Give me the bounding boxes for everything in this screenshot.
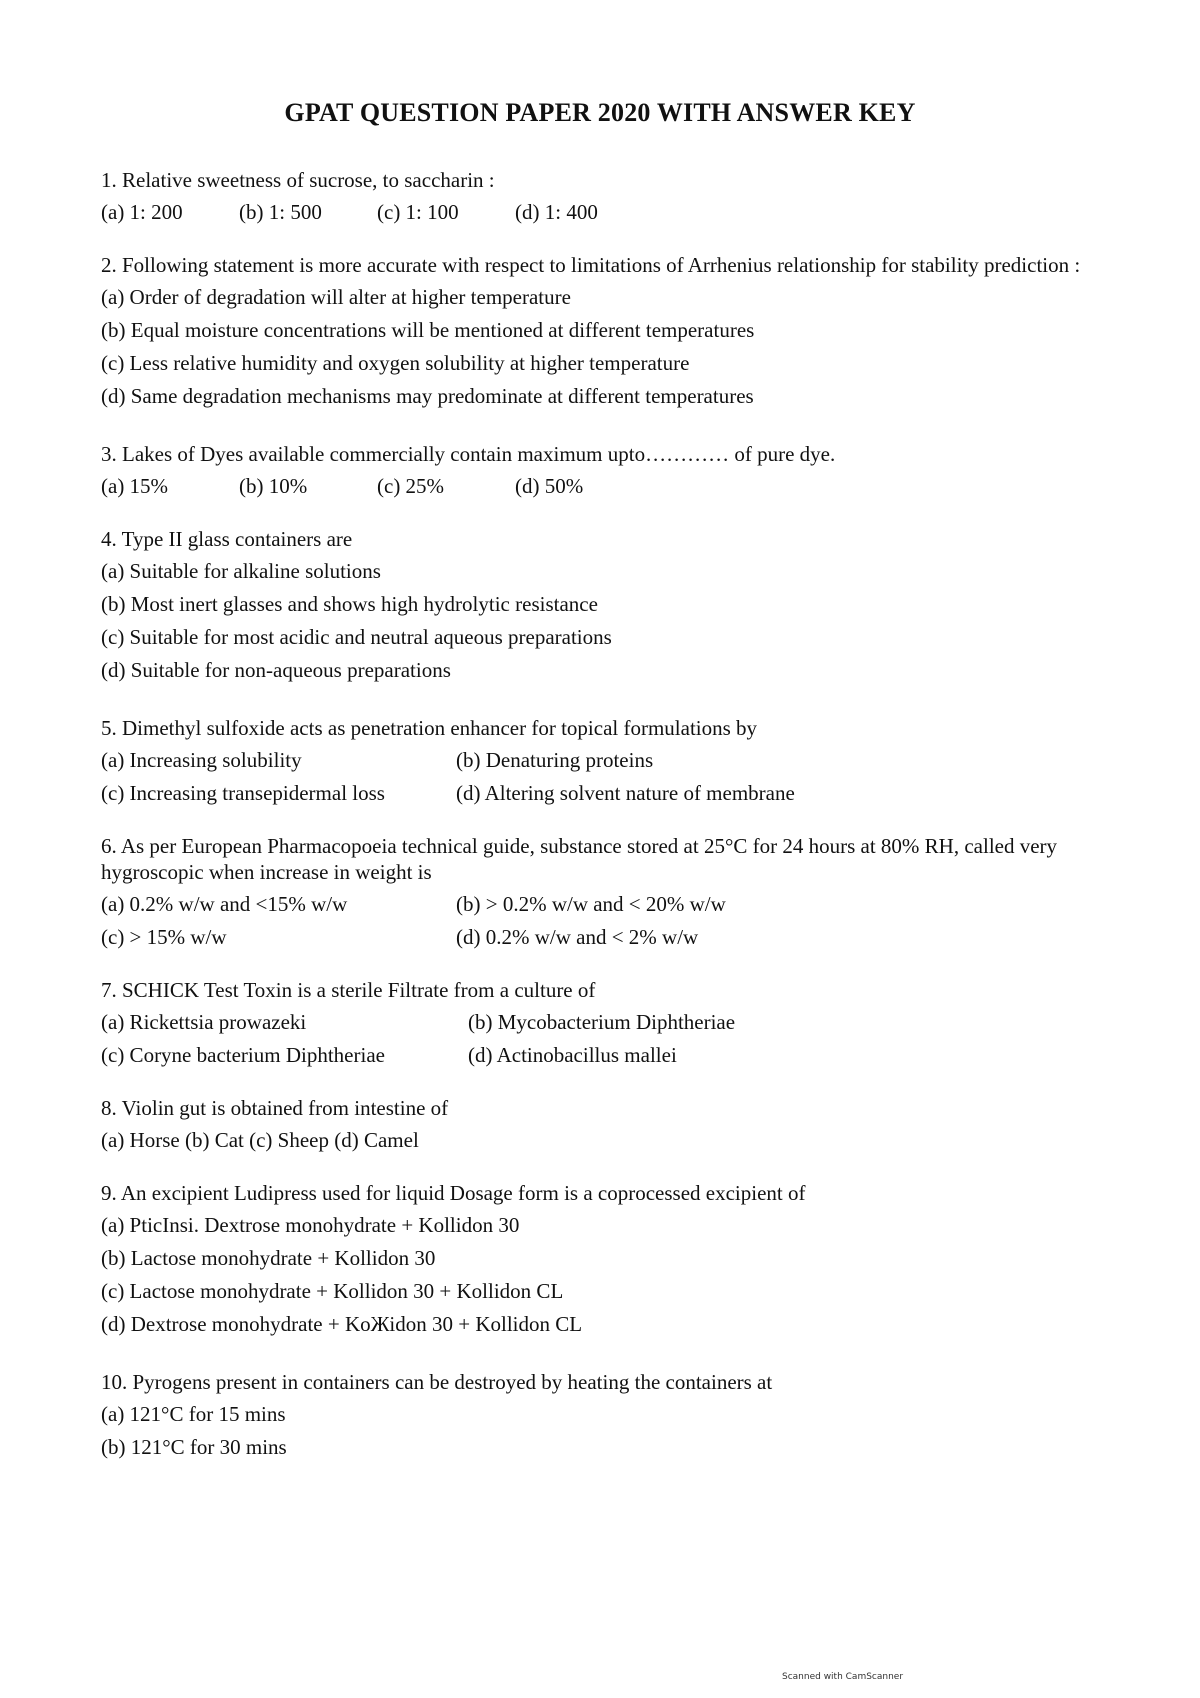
question-stem: 10. Pyrogens present in containers can be destroyed by heating the containers at (101, 1370, 773, 1394)
question-stem: 6. As per European Pharmacopoeia technical guide, substance stored at 25°C for 24 hours at 80% RH, called very hygroscopic when increase in weight is (101, 834, 1058, 884)
question-5 (101, 715, 1101, 807)
option-a: (a) Rickettsia prowazeki (101, 1010, 307, 1034)
option-c: (c) Increasing transepidermal loss (101, 781, 385, 805)
options-row (101, 198, 1101, 226)
option-c: (c) Suitable for most acidic and neutral aqueous preparations (101, 625, 612, 649)
option-a: (a) 1: 200 (101, 200, 183, 224)
options-grid (101, 746, 1101, 807)
option-d: (d) Same degradation mechanisms may predominate at different temperatures (101, 384, 754, 408)
question-9 (101, 1180, 1101, 1343)
option-b: (b) 10% (239, 474, 308, 498)
question-stem: 4. Type II glass containers are (101, 527, 353, 551)
option-b: (b) 1: 500 (239, 200, 322, 224)
question-stem: 7. SCHICK Test Toxin is a sterile Filtrate from a culture of (101, 978, 596, 1002)
question-list (101, 167, 1101, 1492)
question-3 (101, 441, 1101, 500)
question-stem: 8. Violin gut is obtained from intestine of (101, 1096, 449, 1120)
option-d: (d) Suitable for non-aqueous preparations (101, 658, 451, 682)
question-10 (101, 1369, 1101, 1466)
question-4 (101, 526, 1101, 689)
scanner-watermark: Scanned with CamScanner (782, 1672, 904, 1682)
option-d: (d) 0.2% w/w and < 2% w/w (456, 925, 699, 949)
option-c: (c) Less relative humidity and oxygen solubility at higher temperature (101, 351, 690, 375)
options-grid (101, 1008, 1101, 1069)
option-b: (b) Lactose monohydrate + Kollidon 30 (101, 1246, 436, 1270)
question-stem: 5. Dimethyl sulfoxide acts as penetration enhancer for topical formulations by (101, 716, 758, 740)
options-column (101, 1400, 1101, 1466)
options-column (101, 557, 1101, 689)
options-grid (101, 890, 1101, 951)
question-stem: 2. Following statement is more accurate with respect to limitations of Arrhenius relationship for stability prediction : (101, 253, 1081, 277)
option-d: (d) 50% (515, 474, 584, 498)
page-title: GPAT QUESTION PAPER 2020 WITH ANSWER KEY (284, 98, 916, 127)
option-a: (a) Order of degradation will alter at higher temperature (101, 285, 571, 309)
option-d: (d) Actinobacillus mallei (468, 1043, 677, 1067)
options-column (101, 283, 1101, 415)
option-b: (b) 121°C for 30 mins (101, 1435, 287, 1459)
option-a: (a) Increasing solubility (101, 748, 302, 772)
option-c: (c) Lactose monohydrate + Kollidon 30 + Kollidon CL (101, 1279, 564, 1303)
option-c: (c) Coryne bacterium Diphtheriae (101, 1043, 385, 1067)
options-line: (a) Horse (b) Cat (c) Sheep (d) Camel (101, 1128, 419, 1152)
option-b: (b) Most inert glasses and shows high hydrolytic resistance (101, 592, 598, 616)
question-2 (101, 252, 1101, 415)
option-a: (a) 15% (101, 474, 169, 498)
question-stem: 3. Lakes of Dyes available commercially contain maximum upto………… of pure dye. (101, 442, 836, 466)
option-b: (b) Denaturing proteins (456, 748, 654, 772)
option-a: (a) 121°C for 15 mins (101, 1402, 286, 1426)
option-b: (b) > 0.2% w/w and < 20% w/w (456, 892, 726, 916)
option-c: (c) > 15% w/w (101, 925, 227, 949)
option-b: (b) Mycobacterium Diphtheriae (468, 1010, 736, 1034)
options-column (101, 1211, 1101, 1343)
question-1 (101, 167, 1101, 226)
question-8 (101, 1095, 1101, 1154)
option-d: (d) 1: 400 (515, 200, 598, 224)
option-d: (d) Altering solvent nature of membrane (456, 781, 795, 805)
options-row (101, 472, 1101, 500)
option-a: (a) Suitable for alkaline solutions (101, 559, 381, 583)
question-6 (101, 833, 1101, 951)
option-a: (a) PticInsi. Dextrose monohydrate + Kollidon 30 (101, 1213, 520, 1237)
option-c: (c) 25% (377, 474, 445, 498)
option-d: (d) Dextrose monohydrate + KoЖidon 30 + Kollidon CL (101, 1312, 583, 1336)
option-a: (a) 0.2% w/w and <15% w/w (101, 892, 348, 916)
question-stem: 9. An excipient Ludipress used for liquid Dosage form is a coprocessed excipient of (101, 1181, 806, 1205)
option-b: (b) Equal moisture concentrations will be mentioned at different temperatures (101, 318, 755, 342)
question-stem: 1. Relative sweetness of sucrose, to saccharin : (101, 168, 495, 192)
question-7 (101, 977, 1101, 1069)
option-c: (c) 1: 100 (377, 200, 459, 224)
